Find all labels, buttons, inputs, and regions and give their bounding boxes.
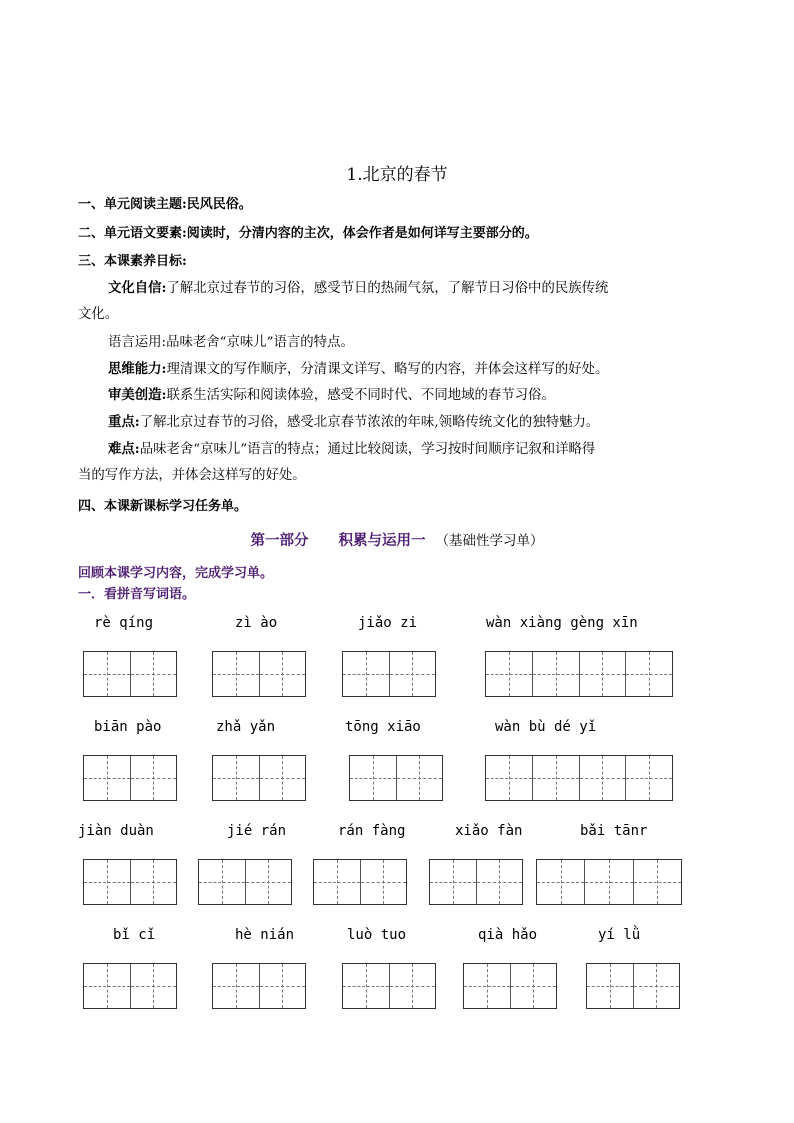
goal-thinking-label: 思维能力: bbox=[108, 361, 167, 377]
pinyin-label: jié rán bbox=[227, 823, 287, 839]
pinyin-label: qià hǎo bbox=[478, 927, 538, 943]
goal-thinking-text: 理清课文的写作顺序，分清课文详写、略写的内容，并体会这样写的好处。 bbox=[166, 362, 609, 377]
writing-grid[interactable] bbox=[83, 755, 177, 801]
goal-culture-label: 文化自信: bbox=[108, 280, 167, 296]
writing-grid[interactable] bbox=[429, 859, 523, 905]
pinyin-label: zì ào bbox=[235, 615, 278, 631]
pinyin-label: rán fàng bbox=[338, 823, 406, 839]
goal-language bbox=[108, 331, 354, 350]
section-title bbox=[0, 529, 794, 550]
pinyin-label: jiǎo zi bbox=[358, 615, 418, 631]
section-note: （基础性学习单） bbox=[435, 533, 544, 549]
task1-instruction: 一．看拼音写词语。 bbox=[78, 587, 196, 602]
goal-aesthetic-text: 联系生活实际和阅读体验，感受不同时代、不同地域的春节习俗。 bbox=[166, 388, 555, 403]
goal-culture bbox=[108, 277, 608, 296]
writing-grid[interactable] bbox=[485, 651, 673, 697]
goal-difficult-cont: 当的写作方法，并体会这样写的好处。 bbox=[78, 468, 306, 483]
writing-grid[interactable] bbox=[342, 963, 436, 1009]
pinyin-label: zhǎ yǎn bbox=[216, 719, 276, 735]
writing-grid[interactable] bbox=[212, 651, 306, 697]
writing-grid[interactable] bbox=[485, 755, 673, 801]
pinyin-label: yí lǜ bbox=[598, 927, 641, 943]
goal-language-label: 语言运用: bbox=[108, 335, 167, 350]
pinyin-label: xiǎo fàn bbox=[455, 823, 523, 839]
section-part: 第一部分 bbox=[250, 532, 309, 549]
pinyin-label: bǎi tānr bbox=[580, 823, 648, 839]
goal-aesthetic-label: 审美创造: bbox=[108, 387, 167, 403]
goal-key-label: 重点: bbox=[108, 414, 140, 430]
goal-language-text: 品味老舍“京味儿”语言的特点。 bbox=[166, 335, 354, 350]
writing-grid[interactable] bbox=[198, 859, 292, 905]
heading-task-list: 四、本课新课标学习任务单。 bbox=[78, 499, 248, 514]
heading-language-elements: 二、单元语文要素:阅读时，分清内容的主次，体会作者是如何详写主要部分的。 bbox=[78, 226, 538, 241]
writing-grid[interactable] bbox=[83, 859, 177, 905]
goal-difficult-label: 难点: bbox=[108, 441, 140, 457]
pinyin-label: tōng xiāo bbox=[345, 719, 421, 735]
writing-grid[interactable] bbox=[586, 963, 680, 1009]
goal-difficult-point bbox=[108, 438, 595, 457]
heading-literacy-goals: 三、本课素养目标: bbox=[78, 254, 187, 269]
pinyin-label: biān pào bbox=[94, 719, 162, 735]
writing-grid[interactable] bbox=[536, 859, 682, 905]
goal-culture-cont: 文化。 bbox=[78, 307, 119, 322]
writing-grid[interactable] bbox=[349, 755, 443, 801]
review-instruction: 回顾本课学习内容，完成学习单。 bbox=[78, 566, 274, 581]
page-title: 1.北京的春节 bbox=[346, 165, 448, 185]
writing-grid[interactable] bbox=[83, 651, 177, 697]
goal-aesthetic bbox=[108, 384, 555, 403]
goal-key-text: 了解北京过春节的习俗，感受北京春节浓浓的年味,领略传统文化的独特魅力。 bbox=[139, 415, 600, 430]
pinyin-label: jiàn duàn bbox=[78, 823, 154, 839]
pinyin-label: luò tuo bbox=[347, 927, 407, 943]
pinyin-label: wàn bù dé yǐ bbox=[495, 719, 597, 735]
pinyin-label: rè qíng bbox=[94, 615, 154, 631]
goal-key-point bbox=[108, 411, 599, 430]
writing-grid[interactable] bbox=[212, 963, 306, 1009]
pinyin-label: bǐ cǐ bbox=[113, 927, 156, 943]
goal-thinking bbox=[108, 358, 608, 377]
goal-culture-text: 了解北京过春节的习俗，感受节日的热闹气氛，了解节日习俗中的民族传统 bbox=[166, 281, 609, 296]
writing-grid[interactable] bbox=[313, 859, 407, 905]
pinyin-label: wàn xiàng gèng xīn bbox=[486, 615, 638, 631]
writing-grid[interactable] bbox=[342, 651, 436, 697]
section-name: 积累与运用一 bbox=[338, 532, 426, 549]
heading-reading-theme: 一、单元阅读主题:民风民俗。 bbox=[78, 197, 252, 212]
writing-grid[interactable] bbox=[83, 963, 177, 1009]
writing-grid[interactable] bbox=[212, 755, 306, 801]
writing-grid[interactable] bbox=[463, 963, 557, 1009]
goal-difficult-text: 品味老舍“京味儿”语言的特点；通过比较阅读，学习按时间顺序记叙和详略得 bbox=[139, 442, 596, 457]
pinyin-label: hè nián bbox=[235, 927, 295, 943]
